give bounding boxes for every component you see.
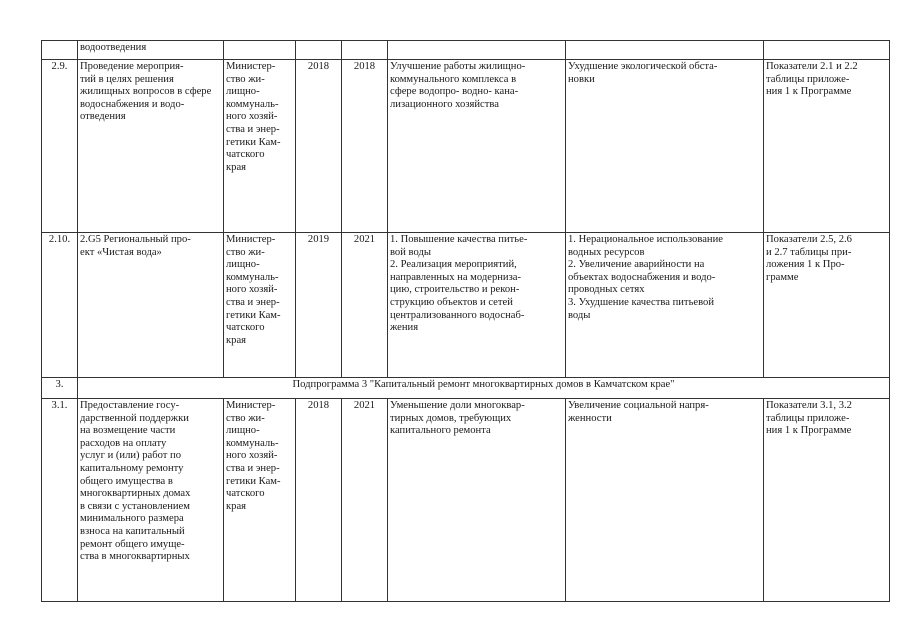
- expected-result-text: Уменьшение доли многоквар- тирных домов, требующих капитального ремонта: [390, 400, 525, 437]
- table-row: [42, 60, 890, 233]
- measure-name-cell: [78, 60, 224, 233]
- executor-cell: [224, 399, 296, 602]
- empty-cell: [566, 41, 764, 60]
- consequences-cell: [566, 399, 764, 602]
- section-number-cell: 3.: [42, 378, 78, 399]
- measure-name-cell: [78, 399, 224, 602]
- indicators-cell: [764, 60, 890, 233]
- executor-text: Министер- ство жи- лищно- коммуналь- ного хозяй- ства и энер- гетики Кам- чатского края: [226, 234, 281, 346]
- executor-cell: [224, 233, 296, 378]
- empty-cell: [296, 41, 342, 60]
- end-year-cell: 2021: [342, 233, 388, 378]
- consequences-text: Увеличение социальной напря- женности: [568, 400, 709, 424]
- indicators-text: Показатели 2.5, 2.6 и 2.7 таблицы при- ложения 1 к Про- грамме: [766, 234, 852, 283]
- start-year-cell: 2018: [296, 399, 342, 602]
- table-row: [42, 399, 890, 602]
- section-title-cell: Подпрограмма 3 "Капитальный ремонт многоквартирных домов в Камчатском крае": [78, 378, 890, 399]
- empty-cell: [764, 41, 890, 60]
- start-year-cell: 2019: [296, 233, 342, 378]
- expected-result-text: Улучшение работы жилищно- коммунального комплекса в сфере водопро- водно- кана- лизационного хозяйства: [390, 61, 526, 110]
- row-number-cell: 2.10.: [42, 233, 78, 378]
- end-year-cell: 2018: [342, 60, 388, 233]
- indicators-cell: [764, 399, 890, 602]
- expected-result-cell: [388, 60, 566, 233]
- indicators-text: Показатели 2.1 и 2.2 таблицы приложе- ния 1 к Программе: [766, 61, 858, 98]
- consequences-text: Ухудшение экологической обста- новки: [568, 61, 718, 85]
- row-number-cell: 3.1.: [42, 399, 78, 602]
- empty-cell: [224, 41, 296, 60]
- measure-name-text: 2.G5 Региональный про- ект «Чистая вода»: [80, 234, 191, 258]
- consequences-cell: [566, 233, 764, 378]
- measure-name-cell: [78, 233, 224, 378]
- row-number-cell: [42, 41, 78, 60]
- row-number-cell: 2.9.: [42, 60, 78, 233]
- indicators-text: Показатели 3.1, 3.2 таблицы приложе- ния 1 к Программе: [766, 400, 852, 437]
- empty-cell: [342, 41, 388, 60]
- table-row: [42, 233, 890, 378]
- section-row: [42, 378, 890, 399]
- empty-cell: [388, 41, 566, 60]
- measure-name-text: Предоставление госу- дарственной поддержки на возмещение части расходов на оплату услуг и (или) работ по капитальному ремонту общего имущества в многоквартирных домах в связи с установлением минимального размера взноса на капитальный ремонт общего имуще- ства в многоквартирных: [80, 400, 191, 563]
- measure-name-text: водоотведения: [80, 42, 147, 53]
- consequences-cell: [566, 60, 764, 233]
- expected-result-text: 1. Повышение качества питье- вой воды 2. Реализация мероприятий, направленных на модерниза- цию, строительство и рекон- струкцию объектов и сетей централизованного водоснаб- жения: [390, 234, 528, 334]
- measure-name-text: Проведение мероприя- тий в целях решения жилищных вопросов в сфере водоснабжения и водо- отведения: [80, 61, 212, 123]
- program-measures-table: [41, 40, 890, 602]
- table-row: [42, 41, 890, 60]
- start-year-cell: 2018: [296, 60, 342, 233]
- executor-text: Министер- ство жи- лищно- коммуналь- ного хозяй- ства и энер- гетики Кам- чатского края: [226, 61, 281, 173]
- expected-result-cell: [388, 233, 566, 378]
- measure-name-cell: [78, 41, 224, 60]
- indicators-cell: [764, 233, 890, 378]
- end-year-cell: 2021: [342, 399, 388, 602]
- executor-cell: [224, 60, 296, 233]
- expected-result-cell: [388, 399, 566, 602]
- consequences-text: 1. Нерациональное использование водных ресурсов 2. Увеличение аварийности на объектах водоснабжения и водо- проводных сетях 3. Ухудшение качества питьевой воды: [568, 234, 723, 321]
- executor-text: Министер- ство жи- лищно- коммуналь- ного хозяй- ства и энер- гетики Кам- чатского края: [226, 400, 281, 512]
